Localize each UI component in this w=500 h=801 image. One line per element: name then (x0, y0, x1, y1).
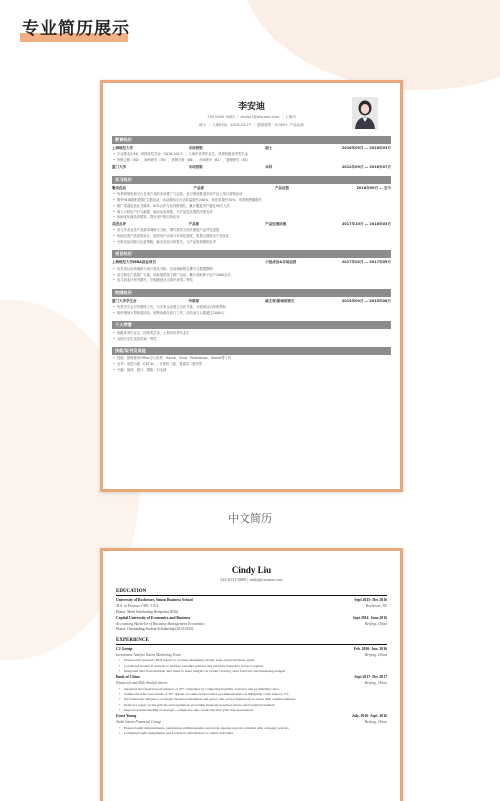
entry-row (112, 186, 391, 191)
education-date: Sept 2015- Dec 2016 (354, 598, 387, 602)
education-place: Rochester, NY (365, 604, 387, 608)
entry-bullet: • 组织策划大型校园活动，统筹协调各部门工作，活动参与人数超过2000人 (112, 311, 391, 315)
entry-row (112, 165, 391, 170)
entry-bullet: • 负责学生会对外联络工作，与多家企业建立合作关系，为校园活动争取赞助 (112, 305, 391, 309)
section-bullet: • 全国大学生英语竞赛一等奖 (112, 337, 391, 341)
experience-role-row (116, 653, 387, 657)
entry-cell: 产品经理助理 (265, 221, 287, 226)
education-date: Sept 2014- June 2016 (352, 615, 387, 620)
experience-row (116, 714, 387, 718)
entry-cell: 市场营销 (188, 164, 203, 169)
resume-section (112, 289, 391, 316)
resume-name-en: Cindy Liu (231, 565, 272, 575)
section-bullet: • 校级优秀毕业生、国家奖学金、上海市优秀毕业生 (112, 331, 391, 335)
experience-heading: EXPERIENCE (116, 638, 387, 645)
experience-bullet: • Prepared the quarterly BOI reports to evaluate marketing, media, sales and promotions spend (116, 658, 387, 662)
education-heading: EDUCATION (116, 589, 387, 596)
experience-bullet: • Summarized the loan details of 50+ default accounts and provided recommendations on mitigating credit risks by 5% (116, 692, 387, 696)
entry-bullet: • 策划"618限时抢购"主题活动，活动期间平台访问量提升200%，转化率提升35%，带来销售额增长 (112, 198, 391, 202)
education-degree-row (116, 604, 387, 608)
resume-section (112, 176, 391, 245)
experience-org: Ernst Young (116, 714, 137, 719)
entry-cell: 产品部 (188, 221, 200, 226)
resume-sections (112, 136, 391, 373)
experience-place: Beijing, China (364, 720, 387, 725)
education-degree-row (116, 622, 387, 626)
resume-contact-en: 021-6131-0000 | cindy@resume.com (220, 577, 283, 582)
entry-cell (189, 260, 266, 265)
section-title: 教育经历 (112, 136, 391, 144)
entry-cell: 小组成员&市场运营 (265, 260, 297, 265)
entry-row (112, 146, 391, 151)
experience-org: Bank of China (116, 675, 140, 680)
page-title: 专业简历展示 (22, 19, 130, 39)
experience-org: CJ Group (116, 647, 133, 651)
entry-cell: 硕士 (265, 146, 273, 150)
education-place: Beijing, China (364, 621, 387, 626)
entry-bullet: • 分析竞品功能与运营策略，输出竞品分析报告，为产品规划提供参考 (112, 240, 391, 244)
entry-bullet: • 参与制定产品推广方案，协助组织线下推广活动，累计获取种子用户1000余名 (112, 273, 391, 277)
entry-bullet: • 参与商业计划书撰写，在校级创业大赛中获得二等奖 (112, 278, 391, 282)
experience-bullet: • Ensured audit disbursements, purchasing reimbursements and travel expense reports complied with company policies (116, 726, 387, 730)
education-list (116, 598, 387, 631)
entry-bullet: • 参与外卖业务产品需求调研与分析，撰写需求文档并跟进产品开发进度 (112, 228, 391, 232)
resume-contact: 155 0000 0000 ｜ Andy.Li@resume.com ｜ 上海市 (207, 115, 296, 119)
education-note: Honor: Merit Scholarship Recipient (2016) (116, 609, 179, 614)
entry-cell: 副主席/新闻部部长 (265, 298, 295, 303)
resume-section (112, 321, 391, 341)
experience-role: Financial and Risk Analyst Intern (116, 681, 168, 686)
experience-list (116, 647, 387, 735)
section-bullet: • 技能：熟练使用Office办公软件、Axure、Visio、Photoshop、Xmind等工具 (112, 356, 391, 360)
resume-meta: 硕士 ｜ 入职时间：2018-03-27 ｜ 期望薪资：9,000+ 产品运营 (199, 123, 304, 127)
entry-cell: 厦门大学 (112, 164, 126, 169)
section-title: 个人荣誉 (112, 321, 391, 329)
entry-bullet: • 推广渠道包括社交媒体、KOL合作与站内资源位，累计覆盖用户超过50万人次 (112, 204, 391, 208)
experience-role-row (116, 720, 387, 724)
education-row (116, 616, 387, 620)
education-degree: M.S. in Finance GPA: 3.8/4 (116, 604, 159, 608)
section-bullet: • 证书：英语六级（CET-6）、计算机二级、普通话二级甲等 (112, 362, 391, 366)
entry-bullet: • 协助完成产品原型设计，组织用户访谈与可用性测试，收集反馈推动产品优化 (112, 234, 391, 238)
english-resume-card (100, 548, 403, 801)
entry-cell: 聚美优品 (112, 185, 126, 190)
entry-cell: 2013年09月 — 2015年06月 (341, 298, 391, 303)
experience-place: Beijing, China (364, 681, 387, 686)
entry-cell: 美团点评 (112, 221, 126, 226)
entry-row (112, 299, 391, 304)
section-bullet: • 兴趣：阅读、旅行、摄影、羽毛球 (112, 368, 391, 372)
entry-bullet: • 负责项目市场调研与用户需求分析，完成调研报告撰写与数据整理 (112, 267, 391, 271)
entry-cell: 本科 (265, 164, 273, 169)
education-note: Honor: Outstanding Student Scholarship (2014-2015) (116, 627, 194, 631)
entry-cell: 市场营销 (188, 146, 203, 150)
background-blob-top (240, 0, 500, 90)
chinese-resume-card (100, 80, 403, 492)
entry-cell: 2017年03月 — 2017年09月 (341, 260, 391, 265)
experience-bullet: • Performed due diligence on clients' financial statements and used a risk control framework to assess their creditworthiness (116, 697, 387, 701)
entry-cell: 上海财经大学MBA创业项目 (112, 260, 156, 265)
entry-row (112, 260, 391, 265)
resume-section (112, 250, 391, 282)
entry-cell: 产品部 (193, 185, 204, 190)
education-org: University of Rochester, Simon Business School (116, 598, 193, 602)
experience-role: Audit Intern Financial Group (116, 720, 161, 725)
section-title: 项目经历 (112, 250, 391, 258)
experience-bullet: • Conducted statistical analysis to analyze customer patterns and purchase behaviors across 5 regions (116, 664, 387, 668)
experience-bullet: • Drafted a report on the policies and regulations governing financial securities future and foreign investment (116, 703, 387, 707)
entry-cell: 2016年09月 — 至今 (356, 185, 392, 190)
profile-photo (352, 97, 378, 129)
resume-caption: 中文简历 (228, 512, 272, 525)
page-header (22, 14, 130, 39)
resume-section (112, 347, 391, 372)
entry-cell: 外联部 (188, 298, 200, 303)
experience-date: Feb. 2016- Jun. 2016 (353, 647, 387, 651)
experience-bullet: • Completed audit assignments and provided confirmations to clients and banks (116, 731, 387, 735)
education-row (116, 598, 387, 602)
entry-bullet: • 深入分析用户行为数据，输出运营周报，为产品迭代提供决策支持 (112, 210, 391, 214)
person-photo-icon (352, 97, 378, 129)
experience-row (116, 647, 387, 651)
resume-name: 李安迪 (237, 102, 265, 112)
entry-bullet: • 专业排名5/36，获国家奖学金（2016-2017），上海市优秀毕业生，获得校级优秀奖学金 (112, 152, 391, 156)
entry-bullet: • 负责跨境电商平台各项产品的市场推广与运营，参与策划推进多项产品上线与营销活动 (112, 192, 391, 196)
section-title: 技能/证书及其他 (112, 347, 391, 355)
entry-cell: 产品运营 (274, 185, 289, 190)
entry-row (112, 222, 391, 227)
section-title: 校园经历 (112, 289, 391, 297)
entry-cell: 2012年09月 — 2016年07月 (341, 164, 391, 169)
entry-bullet: • 协助优化商品详情页，提升用户购买转化率 (112, 215, 391, 219)
entry-bullet: • 所修主修（80），商科研究（85），营销分析（88），市场研究（82），管理研究（85） (112, 158, 391, 162)
education-org: Capital University of Economics and Business (116, 615, 191, 620)
experience-row (116, 675, 387, 679)
resume-section (112, 136, 391, 170)
experience-role-row (116, 681, 387, 685)
experience-bullet: • Integrated data from multiple data bases to share insights on product pricing, sales forecasts and marketing budgets (116, 669, 387, 673)
education-degree: Accounting Bachelor of Business Management Economics (116, 621, 205, 626)
experience-date: July. 2016- Sept. 2016 (351, 714, 387, 719)
entry-cell: 厦门大学学生会 (112, 298, 137, 303)
entry-cell: 上海财经大学 (112, 146, 133, 150)
experience-place: Beijing, China (364, 653, 387, 657)
experience-bullet: • Analyzed the financial performance of 20+ companies by comparing liquidity, solvency and profitability ratios (116, 687, 387, 691)
experience-date: Sept 2017- Dec 2017 (354, 675, 387, 680)
entry-cell: 2017年10月 — 2018年03月 (341, 221, 391, 226)
experience-bullet: • Improved understanding of strategic, compliance risk, credit risk and cyber risk assessments (116, 708, 387, 712)
section-title: 实习经历 (112, 176, 391, 184)
experience-role: Investment Analyst Intern Marketing Team (116, 653, 181, 657)
entry-cell: 2016年09月 — 2018年03月 (341, 146, 391, 150)
